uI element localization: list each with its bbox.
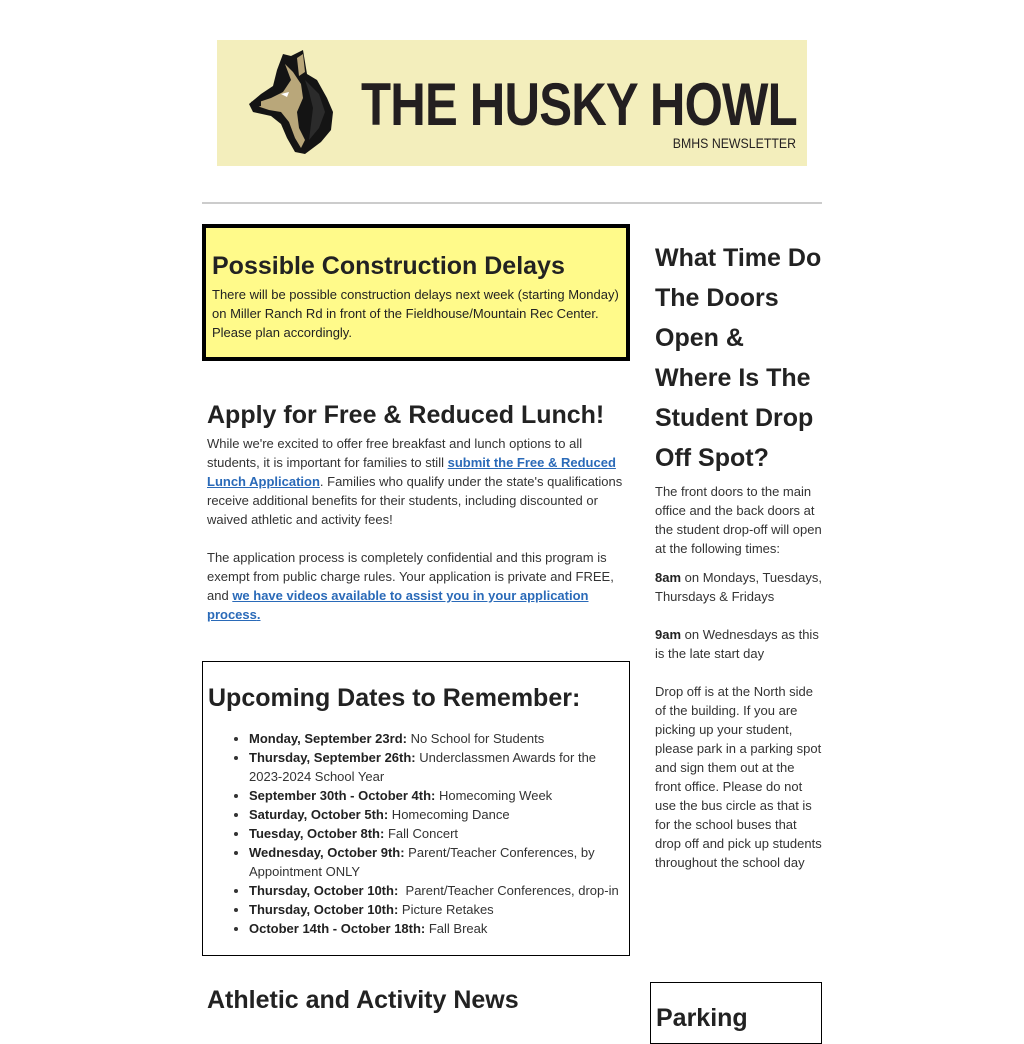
date-event: Fall Break [425, 921, 488, 936]
time-days: on Mondays, Tuesdays, Thursdays & Fridays [655, 570, 822, 604]
time-label: 8am [655, 570, 682, 585]
list-item [249, 729, 628, 748]
lunch-text: The application process is completely confidential and this program is exempt from public charge rules. Your application is private and FREE, and [207, 550, 614, 603]
date-label: Thursday, October 10th: [249, 902, 399, 917]
date-event: No School for Students [406, 731, 545, 746]
date-label: Tuesday, October 8th: [249, 826, 385, 841]
list-item [249, 805, 628, 824]
application-videos-link[interactable]: we have videos available to assist you in your application process [207, 588, 589, 622]
date-event: Parent/Teacher Conferences, by Appointment ONLY [249, 845, 595, 879]
date-event: Parent/Teacher Conferences, drop-in [398, 883, 619, 898]
time-days: on Wednesdays as this is the late start day [655, 627, 819, 661]
door-times-sidebar [655, 238, 822, 872]
list-item [249, 824, 628, 843]
list-item [249, 900, 628, 919]
upcoming-dates-box [202, 661, 630, 956]
lunch-text: While we're excited to offer free breakfast and lunch options to all students, it is important for families to still [207, 436, 583, 470]
athletic-news-title: Athletic and Activity News [207, 986, 519, 1014]
husky-head-icon [247, 50, 335, 156]
time-label: 9am [655, 627, 682, 642]
door-time-8am [655, 568, 822, 606]
parking-title: Parking [656, 1004, 748, 1032]
construction-alert-box [202, 224, 630, 361]
dates-title: Upcoming Dates to Remember: [208, 684, 581, 712]
lunch-title: Apply for Free & Reduced Lunch! [207, 401, 605, 429]
lunch-paragraph-2 [207, 548, 627, 624]
date-event: Picture Retakes [398, 902, 494, 917]
list-item [249, 786, 628, 805]
date-event: Homecoming Dance [388, 807, 510, 822]
date-event: Underclassmen Awards for the 2023-2024 School Year [249, 750, 597, 784]
date-label: Monday, September 23rd: [249, 731, 407, 746]
free-reduced-application-link[interactable]: submit the Free & Reduced Lunch Application [207, 455, 616, 489]
date-label: Thursday, September 26th: [249, 750, 416, 765]
date-label: Wednesday, October 9th: [249, 845, 405, 860]
date-label: September 30th - October 4th: [249, 788, 436, 803]
list-item [249, 843, 628, 881]
lunch-paragraph-1 [207, 434, 627, 529]
alert-title: Possible Construction Delays [212, 252, 565, 280]
parking-box [650, 982, 822, 1044]
sidebar-title: What Time Do The Doors Open & Where Is The Student Drop Off Spot? [655, 244, 822, 472]
header-divider [202, 202, 822, 204]
sidebar-intro: The front doors to the main office and the back doors at the student drop-off will open at the following times: [655, 484, 822, 556]
list-item [249, 919, 628, 938]
husky-logo-graphic [247, 50, 335, 156]
date-event: Homecoming Week [435, 788, 553, 803]
date-label: October 14th - October 18th: [249, 921, 426, 936]
date-label: Thursday, October 10th: [249, 883, 399, 898]
newsletter-banner [217, 40, 807, 166]
alert-body: There will be possible construction delays next week (starting Monday) on Miller Ranch Rd in front of the Fieldhouse/Mountain Rec Center. Please plan accordingly. [212, 287, 619, 340]
newsletter-title: THE HUSKY HOWL [361, 71, 797, 138]
dates-list [208, 729, 628, 938]
application-videos-link-period[interactable]: . [256, 607, 261, 622]
lunch-section [207, 398, 627, 624]
newsletter-subtitle: BMHS NEWSLETTER [672, 135, 796, 151]
list-item [249, 748, 628, 786]
date-event: Fall Concert [384, 826, 459, 841]
date-label: Saturday, October 5th: [249, 807, 389, 822]
lunch-text: . Families who qualify under the state's qualifications receive additional benefits for their students, including discounted or waived athletic and activity fees! [207, 474, 623, 527]
door-time-9am [655, 625, 822, 663]
dropoff-info: Drop off is at the North side of the building. If you are picking up your student, please park in a parking spot and sign them out at the front office. Please do not use the bus circle as that is for the school buses that drop off and pick up students throughout the school day [655, 684, 822, 870]
list-item [249, 881, 628, 900]
